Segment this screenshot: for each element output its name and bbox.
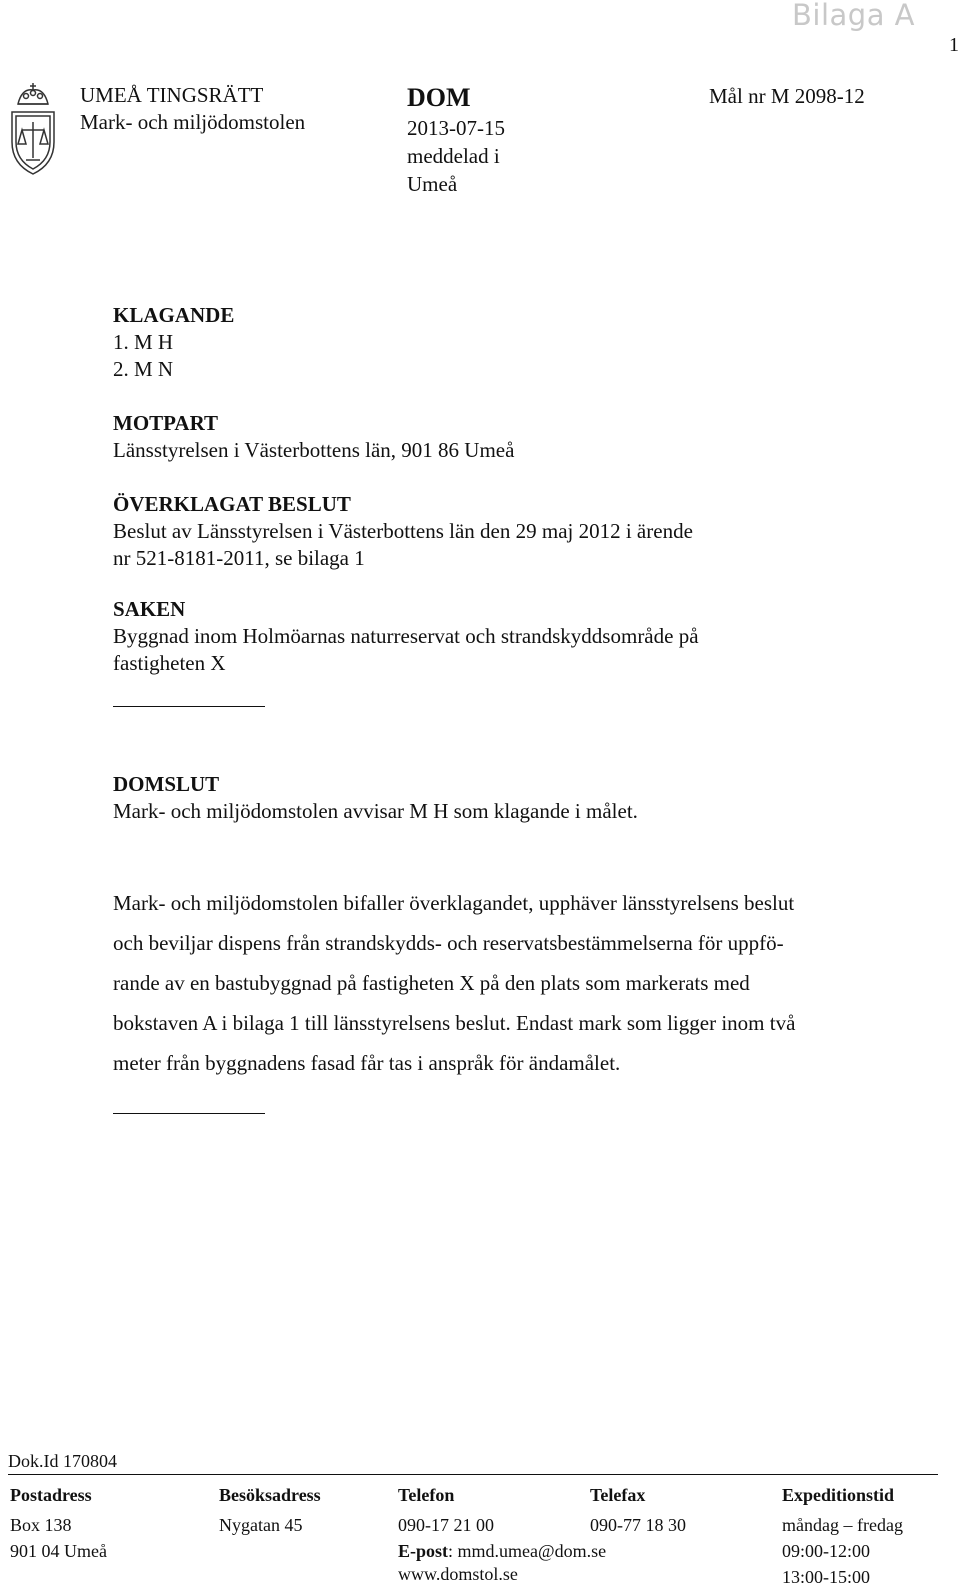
motpart-section <box>113 410 514 464</box>
email-label: E-post <box>398 1541 449 1561</box>
besoksadress-line: Nygatan 45 <box>219 1515 303 1535</box>
saken-line: fastigheten X <box>113 651 226 675</box>
overklagat-line: Beslut av Länsstyrelsen i Västerbottens län den 29 maj 2012 i ärende <box>113 519 693 543</box>
overklagat-heading: ÖVERKLAGAT BESLUT <box>113 492 351 516</box>
domslut-paragraph <box>113 883 893 1083</box>
footer-telefon <box>398 1482 606 1584</box>
email-line <box>398 1538 606 1564</box>
website-link[interactable]: www.domstol.se <box>398 1564 518 1584</box>
email-address[interactable]: : mmd.umea@dom.se <box>448 1541 607 1561</box>
paragraph-line: och beviljar dispens från strandskydds- och reservatsbestämmelserna för uppfö- <box>113 931 784 955</box>
document-type-block <box>407 82 505 198</box>
telefon-heading: Telefon <box>398 1485 455 1505</box>
footer-rule <box>8 1474 938 1475</box>
issued-line-2: Umeå <box>407 172 458 196</box>
footer-postadress <box>10 1482 107 1564</box>
document-type: DOM <box>407 83 471 112</box>
issued-line-1: meddelad i <box>407 144 500 168</box>
saken-heading: SAKEN <box>113 597 186 621</box>
klagande-section <box>113 302 234 383</box>
domslut-section <box>113 771 638 825</box>
bilaga-stamp: Bilaga A <box>792 0 916 32</box>
besoksadress-heading: Besöksadress <box>219 1485 321 1505</box>
court-name: UMEÅ TINGSRÄTT <box>80 83 264 107</box>
court-crest-icon <box>4 80 62 176</box>
end-divider <box>113 1113 265 1114</box>
saken-line: Byggnad inom Holmöarnas naturreservat och strandskyddsområde på <box>113 624 699 648</box>
footer-expeditionstid <box>782 1482 903 1590</box>
case-number: Mål nr M 2098-12 <box>709 84 865 108</box>
court-division: Mark- och miljödomstolen <box>80 110 306 134</box>
telefax-number: 090-77 18 30 <box>590 1515 686 1535</box>
domslut-text: Mark- och miljödomstolen avvisar M H som klagande i målet. <box>113 799 638 823</box>
overklagat-line: nr 521-8181-2011, se bilaga 1 <box>113 546 365 570</box>
expeditionstid-hours: 09:00-12:00 <box>782 1541 870 1561</box>
telefax-heading: Telefax <box>590 1485 646 1505</box>
court-header <box>80 82 305 136</box>
postadress-heading: Postadress <box>10 1485 92 1505</box>
section-divider <box>113 706 265 707</box>
postadress-line: 901 04 Umeå <box>10 1541 107 1561</box>
expeditionstid-heading: Expeditionstid <box>782 1485 895 1505</box>
klagande-heading: KLAGANDE <box>113 303 235 327</box>
postadress-line: Box 138 <box>10 1515 72 1535</box>
telefon-number: 090-17 21 00 <box>398 1515 494 1535</box>
document-date: 2013-07-15 <box>407 116 505 140</box>
klagande-item: 2. M N <box>113 357 174 381</box>
document-id: Dok.Id 170804 <box>8 1451 117 1471</box>
expeditionstid-hours: 13:00-15:00 <box>782 1567 870 1587</box>
paragraph-line: meter från byggnadens fasad får tas i anspråk för ändamålet. <box>113 1051 621 1075</box>
domslut-heading: DOMSLUT <box>113 772 220 796</box>
overklagat-section <box>113 491 693 572</box>
footer-telefax <box>590 1482 686 1538</box>
paragraph-line: Mark- och miljödomstolen bifaller överklagandet, upphäver länsstyrelsens beslut <box>113 891 795 915</box>
motpart-heading: MOTPART <box>113 411 219 435</box>
paragraph-line: rande av en bastubyggnad på fastigheten X på den plats som markerats med <box>113 971 750 995</box>
footer <box>8 1450 938 1587</box>
paragraph-line: bokstaven A i bilaga 1 till länsstyrelsens beslut. Endast mark som ligger inom två <box>113 1011 796 1035</box>
saken-section <box>113 596 699 677</box>
footer-besoksadress <box>219 1482 321 1538</box>
klagande-item: 1. M H <box>113 330 174 354</box>
motpart-text: Länsstyrelsen i Västerbottens län, 901 86 Umeå <box>113 438 515 462</box>
page-number: 1 <box>949 34 959 56</box>
expeditionstid-days: måndag – fredag <box>782 1515 903 1535</box>
